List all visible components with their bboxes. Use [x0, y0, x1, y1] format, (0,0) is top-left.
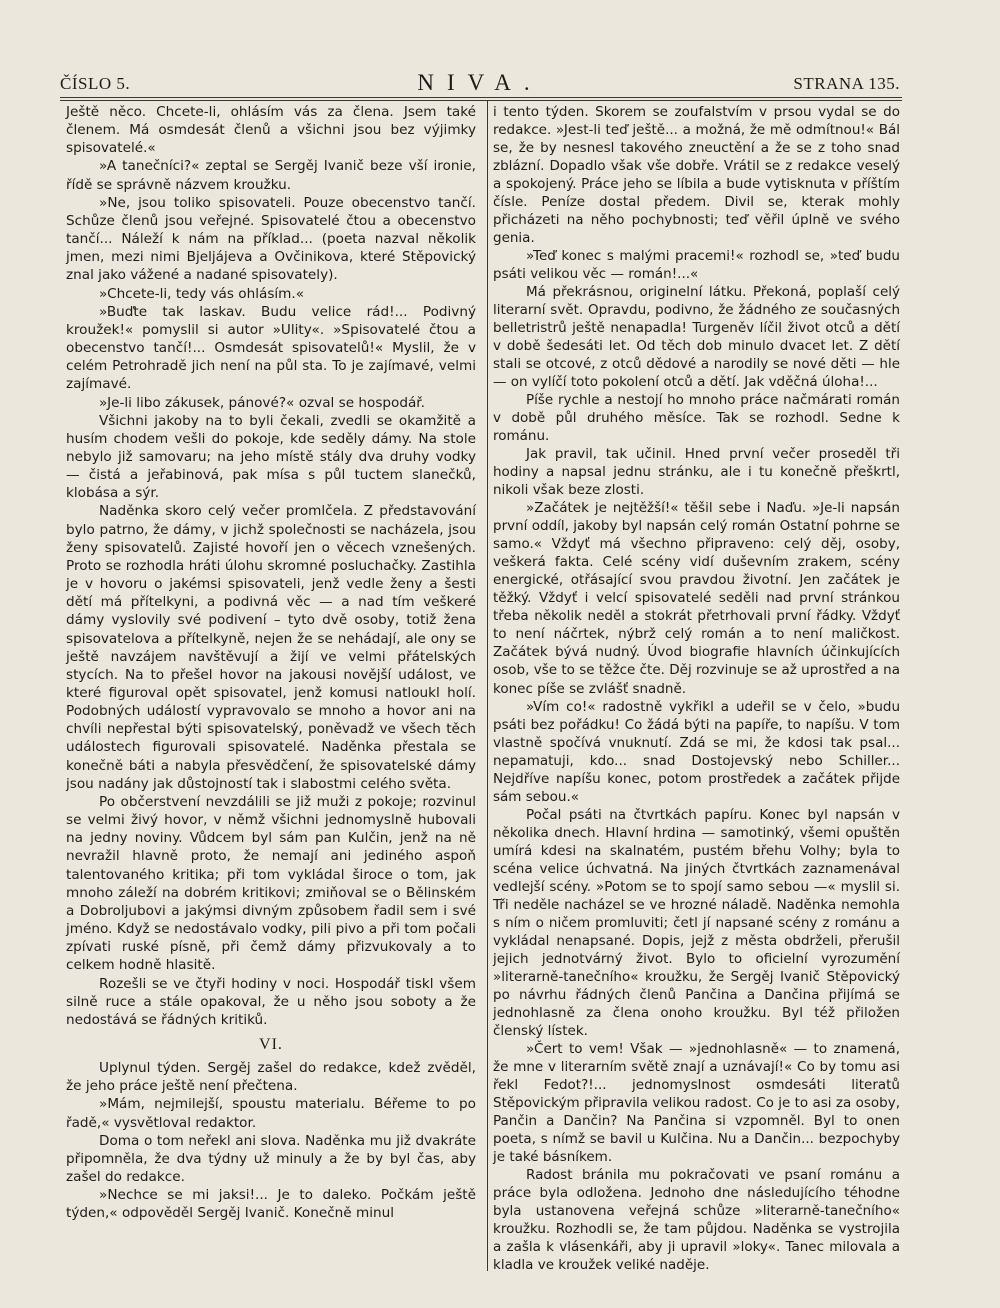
paragraph: Ještě něco. Chcete-li, ohlásím vás za člena. Jsem také členem. Má osmdesát členů a všichni jsou bez výjimky spisovatelé.«: [66, 104, 476, 157]
paragraph: »Čert to vem! Však — »jednohlasně« — to znamená, že mne v literarním světě znají a uznávají!« Co by tomu asi řekl Fedot?!... jednomyslnost osmdesáti literatů Stěpovickým připravila velikou radost. Co je to asi za osoby, Pančin a Dančin? Na Pančina si vzpomněl. Byl to onen poeta, s nímž se bavil u Kulčina. Nu a Dančin... bezpochyby je také básníkem.: [493, 1040, 900, 1165]
paragraph: »Mám, nejmilejší, spoustu materialu. Béřeme to po řadě,« vysvětloval redaktor.: [66, 1096, 476, 1131]
paragraph: »Teď konec s malými pracemi!« rozhodl se, »teď budu psáti velikou věc — román!...«: [493, 248, 900, 283]
paragraph: Jak pravil, tak učinil. Hned první večer proseděl tři hodiny a napsal jednu stránku, ale i tu konečně přeškrtl, nikoli však beze zlosti.: [493, 446, 900, 499]
section-heading: VI.: [259, 1035, 283, 1053]
paragraph: Píše rychle a nestojí ho mnoho práce načmárati román v době půl druhého měsíce. Tak se rozhodl. Sedne k románu.: [493, 392, 900, 445]
header-rule-bottom: [60, 100, 902, 101]
page-number: STRANA 135.: [793, 74, 900, 93]
left-column: [66, 103, 476, 1223]
journal-title: NIVA.: [417, 70, 543, 95]
header-rule-top: [60, 97, 902, 98]
paragraph: i tento týden. Skorem se zoufalstvím v prsou vydal se do redakce. »Jest-li teď ještě... a možná, že mě odmítnou!« Bál se, že by nesnesl takového zneuctění a že se z toho snad zblázní. Dopadlo však vše dobře. Vrátil se z redakce veselý a spokojený. Práce jeho se líbila a bude vytisknuta v příštím čísle. Peníze dostal předem. Divil se, kterak mohly přicházeti na něho pochybnosti; teď věřil úplně ve svého genia.: [493, 104, 900, 247]
column-divider: [487, 101, 488, 1271]
paragraph: Naděnka skoro celý večer promlčela. Z představování bylo patrno, že dámy, v jichž společnosti se nacházela, jsou ženy spisovatelů. Zajisté hovoří jen o věcech vznešených. Proto se rozhodla hráti úlohu skromné posluchačky. Zastihla je v hovoru o jakémsi spisovateli, jenž vedle ženy a šesti dětí má přítelkyni, a podivná věc — a nad tím veškeré dámy vyslovily své podivení – tyto dvě osoby, totiž žena spisovatelova a přítelkyně, nejen že se nehádají, ale ony se ještě navzájem navštěvují a žijí ve velmi přátelských stycích. Na to přešel hovor na jakousi novější událost, ve které figuroval opět spisovatel, jenž komusi natloukl holí. Podobných událostí vypravovalo se mnoho a hovor ani na chvíli nepřestal býti spisovatelský, poněvadž ve všech těch událostech figurovali spisovatelé. Naděnka přestala se konečně báti a nabyla přesvědčení, že spisovatelské dámy jsou nadány jak důstojností tak i slabostmi celého světa.: [66, 503, 476, 792]
paragraph: »A tanečníci?« zeptal se Sergěj Ivanič beze vší ironie, řídě se správně názvem kroužku.: [66, 158, 476, 193]
page-header: [60, 70, 900, 98]
paragraph: Doma o tom neřekl ani slova. Naděnka mu již dvakráte připomněla, že dva týdny už minuly a že by byl čas, aby zašel do redakce.: [66, 1132, 476, 1186]
paragraph: Po občerstvení nevzdálili se již muži z pokoje; rozvinul se velmi živý hovor, v němž všichni jednomyslně hubovali na jedny noviny. Vůdcem byl sám pan Kulčin, jenž na ně nevražil hlavně proto, že nemají ani jediného aspoň talentovaného kritika; při tom vykládal široce o tom, jak mnoho záleží na dobrém kritikovi; zmiňoval se o Bělinském a Dobroljubovi a jakýmsi divným způsobem řadil sem i své jméno. Když se nedostávalo vodky, pili pivo a při tom počali zpívati ruské písně, při čemž dámy přizvukovaly a to celkem hodně hlasitě.: [66, 793, 476, 974]
paragraph: »Nechce se mi jaksi!... Je to daleko. Počkám ještě týden,« odpověděl Sergěj Ivanič. Konečně minul: [66, 1187, 476, 1222]
paragraph: »Začátek je nejtěžší!« těšil sebe i Naďu. »Je-li napsán první oddíl, jakoby byl napsán celý román Ostatní pohrne se samo.« Vždyť má všechno připraveno: celý děj, osoby, veškerá fakta. Celé scény vidí duševním zrakem, scény energické, otřásající svou pravdou životní. Jen začátek je těžký. Vždyť i velcí spisovatelé seděli nad první stránkou třeba několik neděl a stokrát přetrhovali první řádky. Vždyť to není náčrtek, nýbrž celý román a to není maličkost. Začátek bývá nudný. Úvod biografie hlavních účinkujících osob, vše to se těžce čte. Děj rozvinuje se až uprostřed a na konec píše se zvlášť snadně.: [493, 500, 900, 697]
paragraph: Radost bránila mu pokračovati ve psaní románu a práce byla odložena. Jednoho dne následujícího téhodne byla ustanovena veřejná schůze »literarně-tanečního« kroužku. Rozhodli se, že tam půjdou. Naděnka se vystrojila a zašla k vlásenkáři, aby ji upravil »loky«. Tanec milovala a kladla ve kroužek veliké naděje.: [493, 1166, 900, 1273]
paragraph: »Buďte tak laskav. Budu velice rád!... Podivný kroužek!« pomyslil si autor »Ulity«. »Spisovatelé čtou a obecenstvo tančí!... Osmdesát spisovatelů!« Myslil, že v celém Petrohradě jich není na půl sta. To je zajímavé, velmi zajímavé.: [66, 303, 476, 393]
paragraph: Všichni jakoby na to byli čekali, zvedli se okamžitě a husím chodem vešli do pokoje, kde seděly dámy. Na stole nebylo již samovaru; na jeho místě stály dva druhy vodky — čistá a jeřabinová, pak mísa s půl tuctem slanečků, klobása a sýr.: [66, 412, 476, 502]
paragraph: Počal psáti na čtvrtkách papíru. Konec byl napsán v několika dnech. Hlavní hrdina — samotinký, všemi opuštěn umírá kdesi na skalnatém, pustém břehu Volhy; byla to scéna velice úchvatná. Na jiných čtvrtkách zaznamenával vedlejší scény. »Potom se to spojí samo sebou —« myslil si. Tři neděle nacházel se ve hrozné náladě. Naděnka nemohla s ním o ničem promluviti; četl jí napsané scény z románu a vykládal nenapsané. Dopis, jejž z města obdrželi, přerušil jejich jednotvárný život. Bylo to oficielní vyrozumění »literarně-tanečního« kroužku, že Sergěj Ivanič Stěpovický po návrhu řádných členů Pančina a Dančina přijímá se jednohlasně za člena onoho kroužku. Byl též přiložen členský lístek.: [493, 806, 900, 1039]
paragraph: Má překrásnou, originelní látku. Překoná, poplaší celý literarní svět. Opravdu, podivno, že žádného ze současných belletristrů ještě nenapadla! Turgeněv líčil život otců a dětí v době šedesáti let. Od těch dob minulo dvacet let. Z dětí stali se otcové, z otců dědové a narodily se nové děti — hle — on vylíčí toto pokolení otců a dětí. Jak vděčná úloha!...: [493, 284, 900, 391]
paragraph: Uplynul týden. Sergěj zašel do redakce, kdež zvěděl, že jeho práce ještě není přečtena.: [66, 1060, 476, 1095]
right-column: [493, 103, 900, 1274]
paragraph: »Chcete-li, tedy vás ohlásím.«: [99, 285, 305, 302]
paragraph: »Vím co!« radostně vykřikl a udeřil se v čelo, »budu psáti bez pořádku! Co žádá býti na papíře, to napíšu. V tom vlastně spočívá vnuknutí. Zdá se mi, že kdosi tak psal... nepamatuji, kdo... snad Dostojevský nebo Schiller... Nejdříve napíšu konec, potom prostředek a začátek přijde sám sebou.«: [493, 698, 900, 805]
paragraph: Rozešli se ve čtyři hodiny v noci. Hospodář tiskl všem silně ruce a stále opakoval, že u něho jsou soboty a že nedostává se řádných kritiků.: [66, 975, 476, 1028]
paragraph: »Je-li libo zákusek, pánové?« ozval se hospodář.: [99, 394, 425, 411]
paragraph: »Ne, jsou toliko spisovateli. Pouze obecenstvo tančí. Schůze členů jsou veřejné. Spisovatelé čtou a obecenstvo tančí... Náleží k nám na příklad... (poeta nazval několik jmen, mezi nimi Bjeljájeva a Ovčinikova, které Stěpovický znal jako vážené a nadané spisovately).: [66, 194, 476, 284]
issue-number: ČÍSLO 5.: [60, 74, 131, 93]
